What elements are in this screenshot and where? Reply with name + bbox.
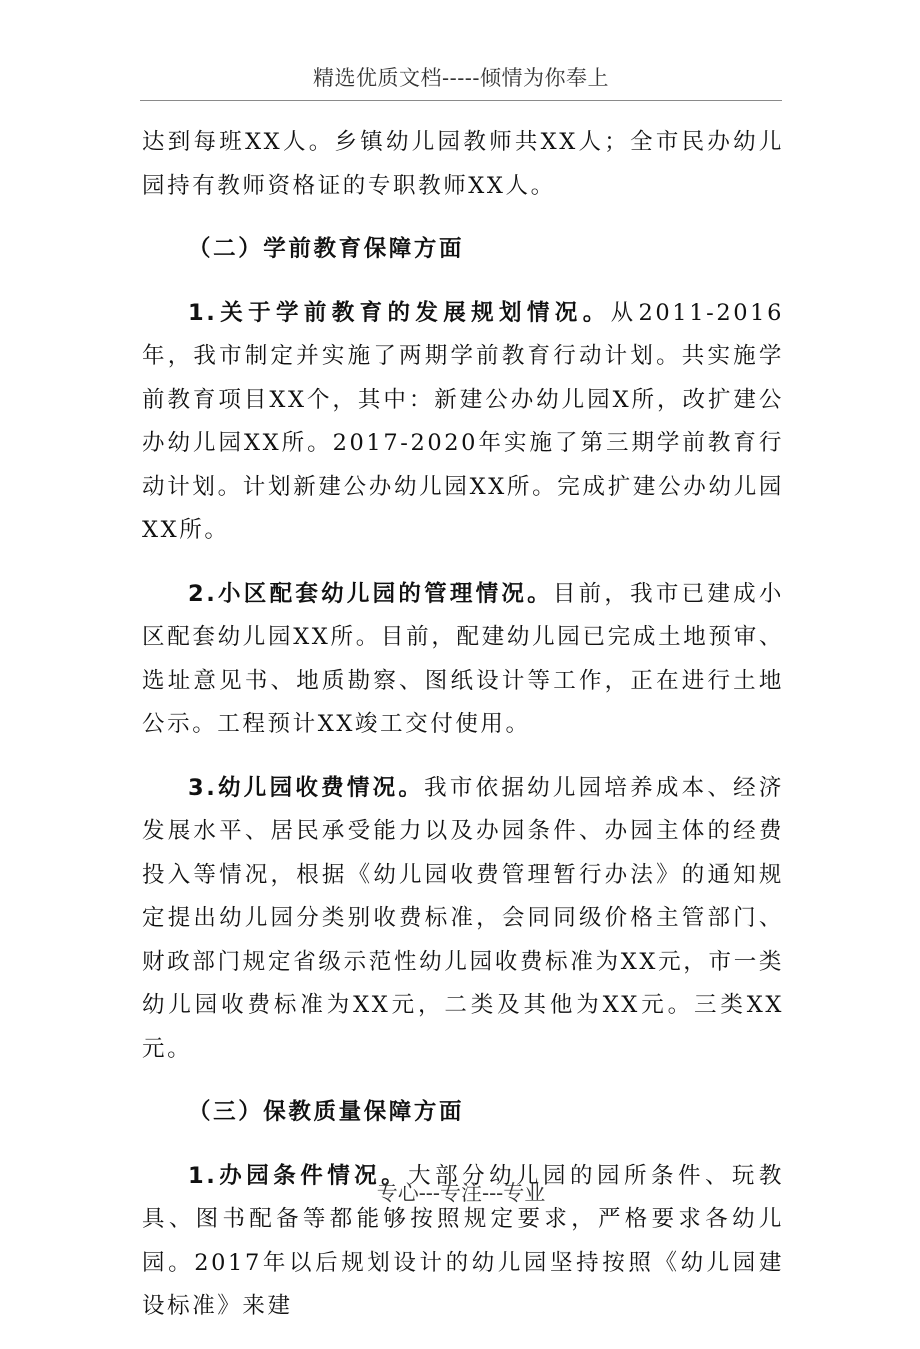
paragraph-continuation <box>142 121 784 208</box>
page-footer: 专心---专注---专业 <box>376 1181 546 1205</box>
paragraph-text: 大部分幼儿园的园所条件、玩教具、图书配备等都能够按照规定要求，严格要求各幼儿园。2017年以后规划设计的幼儿园坚持按照《幼儿园建设标准》来建 <box>142 1162 784 1319</box>
section-heading-preschool-guarantee: （二）学前教育保障方面 <box>188 236 465 262</box>
paragraph-text: 从2011-2016年，我市制定并实施了两期学前教育行动计划。共实施学前教育项目XX个，其中：新建公办幼儿园X所，改扩建公办幼儿园XX所。2017-2020年实施了第三期学前教育行动计划。计划新建公办幼儿园XX所。完成扩建公办幼儿园XX所。 <box>142 299 785 543</box>
header-divider <box>140 100 782 101</box>
paragraph-lead: 1.关于学前教育的发展规划情况。 <box>188 299 611 326</box>
paragraph-text: 达到每班XX人。乡镇幼儿园教师共XX人；全市民办幼儿园持有教师资格证的专职教师XX人。 <box>142 129 784 199</box>
section-heading-quality-guarantee: （三）保教质量保障方面 <box>188 1099 465 1125</box>
paragraph-lead: 2.小区配套幼儿园的管理情况。 <box>188 580 553 607</box>
paragraph-lead: 3.幼儿园收费情况。 <box>188 774 425 801</box>
paragraph-lead: 1.办园条件情况。 <box>188 1162 409 1189</box>
paragraph-community-kindergarten <box>142 573 784 747</box>
paragraph-development-plan <box>142 292 784 553</box>
paragraph-fees <box>142 767 784 1072</box>
document-body <box>142 121 784 1349</box>
page-header: 精选优质文档-----倾情为你奉上 <box>313 66 609 90</box>
paragraph-text: 我市依据幼儿园培养成本、经济发展水平、居民承受能力以及办园条件、办园主体的经费投入等情况，根据《幼儿园收费管理暂行办法》的通知规定提出幼儿园分类别收费标准，会同同级价格主管部门、财政部门规定省级示范性幼儿园收费标准为XX元，市一类幼儿园收费标准为XX元，二类及其他为XX元。三类XX元。 <box>142 774 784 1062</box>
paragraph-text: 目前，我市已建成小区配套幼儿园XX所。目前，配建幼儿园已完成土地预审、选址意见书、地质勘察、图纸设计等工作，正在进行土地公示。工程预计XX竣工交付使用。 <box>142 580 784 737</box>
